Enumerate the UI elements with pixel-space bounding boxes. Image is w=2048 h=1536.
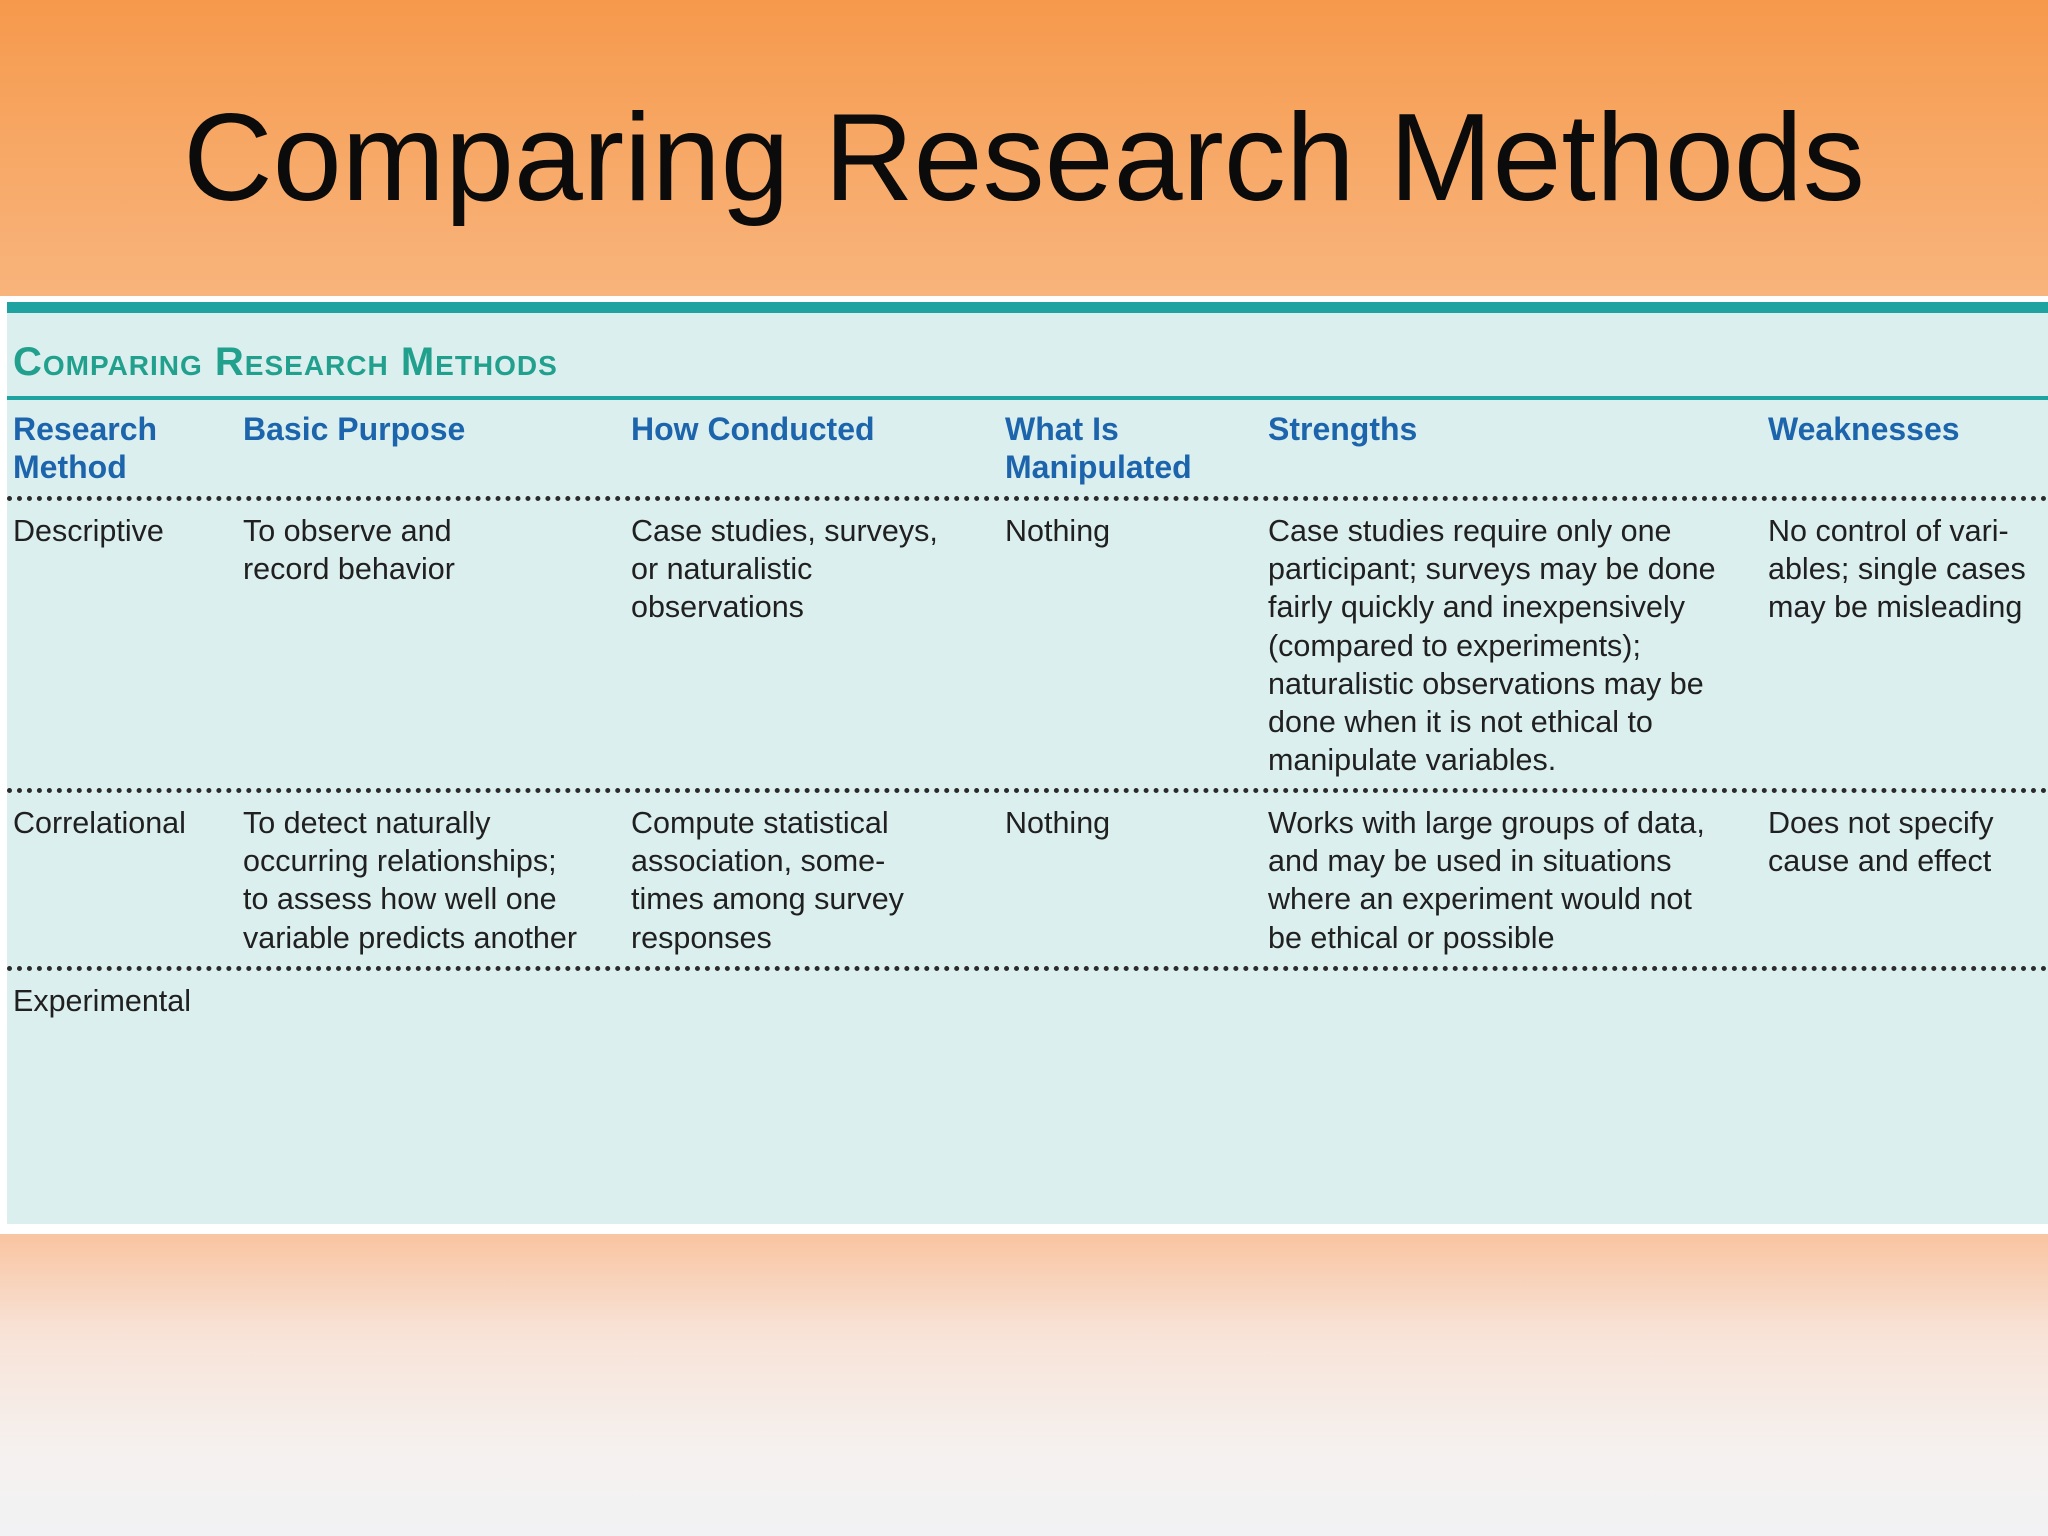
header-divider xyxy=(7,496,2048,501)
row-divider xyxy=(7,966,2048,971)
cell-strengths: Case studies require only one participant; surveys may be done fairly quickly and inexpensively (compared to experiments); naturalistic observations may be done when it is not ethical to manipulate variables. xyxy=(1268,514,1716,778)
column-header-what-is-manipulated: What Is Manipulated xyxy=(1005,411,1192,485)
cell-conducted: Compute statistical association, some- times among survey responses xyxy=(631,806,904,955)
cell-manipulated: Nothing xyxy=(1005,514,1111,548)
cell-method: Descriptive xyxy=(13,514,164,548)
cell-method: Correlational xyxy=(13,806,186,840)
cell-weaknesses: No control of vari- ables; single cases may be misleading xyxy=(1768,514,2026,625)
comparison-table xyxy=(7,302,2048,1224)
table-title-rule xyxy=(7,396,2048,400)
table-top-rule xyxy=(7,302,2048,313)
table-title: Comparing Research Methods xyxy=(13,340,558,384)
cell-strengths: Works with large groups of data, and may be used in situations where an experiment would not be ethical or possible xyxy=(1268,806,1705,955)
slide-title: Comparing Research Methods xyxy=(183,89,1865,227)
cell-method: Experimental xyxy=(13,984,191,1018)
row-divider xyxy=(7,788,2048,793)
column-header-weaknesses: Weaknesses xyxy=(1768,411,1960,447)
cell-purpose: To detect naturally occurring relationships; to assess how well one variable predicts another xyxy=(243,806,577,955)
cell-weaknesses: Does not specify cause and effect xyxy=(1768,806,1994,879)
column-header-how-conducted: How Conducted xyxy=(631,411,875,447)
column-header-basic-purpose: Basic Purpose xyxy=(243,411,466,447)
cell-purpose: To observe and record behavior xyxy=(243,514,455,587)
column-header-research-method: Research Method xyxy=(13,411,158,485)
column-header-strengths: Strengths xyxy=(1268,411,1418,447)
comparison-table-image xyxy=(0,296,2048,1234)
cell-conducted: Case studies, surveys, or naturalistic observations xyxy=(631,514,938,625)
cell-manipulated: Nothing xyxy=(1005,806,1111,840)
